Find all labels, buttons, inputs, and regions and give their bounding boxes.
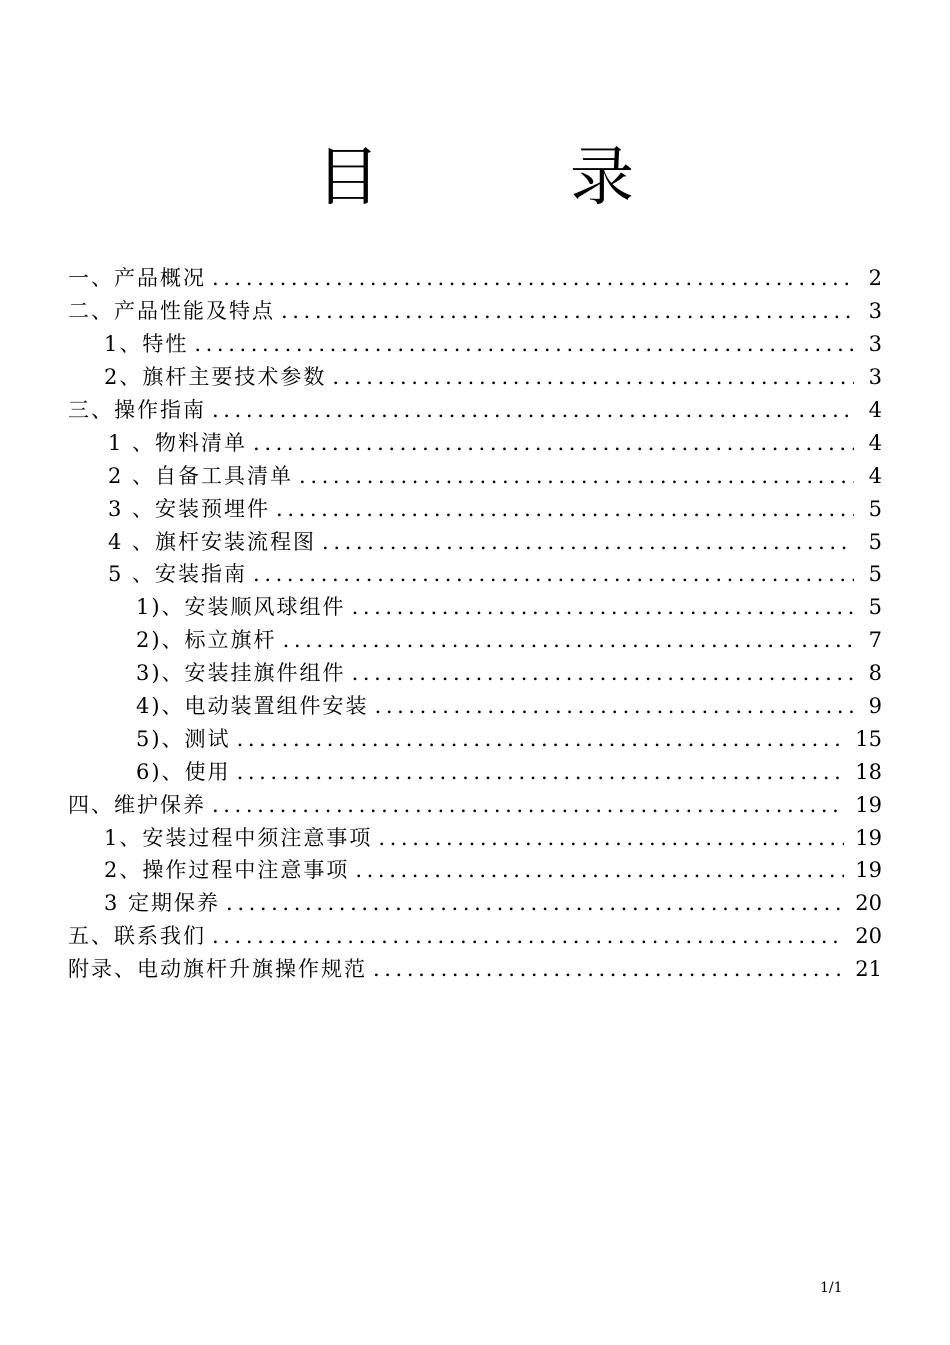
toc-entry-label: 2 、自备工具清单 <box>108 463 294 488</box>
toc-entry[interactable] <box>0 459 950 492</box>
table-of-contents <box>0 262 950 986</box>
toc-entry-label: 四、维护保养 <box>68 792 206 817</box>
toc-entry-label: 3)、安装挂旗件组件 <box>136 661 346 686</box>
toc-entry[interactable] <box>0 788 950 821</box>
toc-entry-page: 3 <box>868 365 882 390</box>
toc-entry-page: 4 <box>868 430 882 455</box>
toc-entry[interactable] <box>0 854 950 887</box>
toc-entry[interactable] <box>0 361 950 394</box>
toc-entry-page: 20 <box>855 924 882 949</box>
toc-dot-leader <box>378 822 844 854</box>
toc-dot-leader <box>332 361 854 393</box>
toc-entry[interactable] <box>0 722 950 755</box>
toc-dot-leader <box>281 295 854 327</box>
toc-entry-label: 4 、旗杆安装流程图 <box>108 529 317 554</box>
toc-entry[interactable] <box>0 624 950 657</box>
toc-dot-leader <box>226 887 844 919</box>
toc-dot-leader <box>212 920 844 952</box>
toc-entry-page: 20 <box>855 891 882 916</box>
toc-entry-page: 5 <box>868 496 882 521</box>
toc-dot-leader <box>276 493 854 525</box>
toc-entry-label: 三、操作指南 <box>68 398 206 422</box>
toc-dot-leader <box>212 262 854 294</box>
toc-entry[interactable] <box>0 328 950 361</box>
toc-entry[interactable] <box>0 295 950 328</box>
toc-entry[interactable] <box>0 887 950 920</box>
toc-entry-label: 二、产品性能及特点 <box>68 299 275 324</box>
toc-entry[interactable] <box>0 953 950 986</box>
page-number-footer: 1/1 <box>820 1280 843 1296</box>
toc-entry-page: 7 <box>868 628 882 653</box>
toc-dot-leader <box>253 427 854 459</box>
toc-entry[interactable] <box>0 394 950 427</box>
toc-entry[interactable] <box>0 821 950 854</box>
toc-entry-label: 5 、安装指南 <box>108 562 248 587</box>
toc-dot-leader <box>322 526 854 558</box>
toc-entry-page: 19 <box>855 858 882 883</box>
toc-entry[interactable] <box>0 492 950 525</box>
toc-entry-label: 3 定期保养 <box>104 891 221 916</box>
toc-entry-page: 18 <box>855 759 882 784</box>
toc-dot-leader <box>237 756 844 788</box>
toc-entry-page: 4 <box>868 398 882 422</box>
toc-entry-label: 附录、电动旗杆升旗操作规范 <box>68 957 367 982</box>
toc-entry-label: 3 、安装预埋件 <box>108 496 271 521</box>
toc-entry-page: 5 <box>868 595 882 620</box>
toc-entry-label: 2)、标立旗杆 <box>136 628 277 653</box>
toc-dot-leader <box>352 591 854 623</box>
toc-entry[interactable] <box>0 262 950 295</box>
toc-entry-page: 2 <box>868 266 882 291</box>
toc-dot-leader <box>283 624 854 656</box>
toc-dot-leader <box>373 953 844 985</box>
toc-dot-leader <box>375 690 854 722</box>
toc-entry-page: 9 <box>868 694 882 719</box>
toc-entry-page: 3 <box>868 299 882 324</box>
toc-entry-page: 5 <box>868 529 882 554</box>
toc-entry-label: 1)、安装顺风球组件 <box>136 595 346 620</box>
toc-dot-leader <box>212 789 844 821</box>
toc-entry-page: 19 <box>855 825 882 850</box>
toc-entry[interactable] <box>0 426 950 459</box>
toc-dot-leader <box>355 854 844 886</box>
toc-entry-label: 五、联系我们 <box>68 924 206 949</box>
toc-entry[interactable] <box>0 755 950 788</box>
toc-entry-page: 8 <box>868 661 882 686</box>
toc-dot-leader <box>212 394 854 426</box>
toc-entry-label: 1、安装过程中须注意事项 <box>104 825 373 850</box>
toc-entry-label: 4)、电动装置组件安装 <box>136 694 369 719</box>
toc-entry-label: 1、特性 <box>104 332 189 357</box>
toc-dot-leader <box>237 723 844 755</box>
toc-entry-label: 2、旗杆主要技术参数 <box>104 365 327 390</box>
toc-dot-leader <box>352 657 854 689</box>
toc-entry-label: 2、操作过程中注意事项 <box>104 858 350 883</box>
toc-entry-label: 1 、物料清单 <box>108 430 248 455</box>
page-title-part-2: 录 <box>570 141 634 215</box>
toc-dot-leader <box>253 558 854 590</box>
toc-dot-leader <box>299 460 854 492</box>
toc-entry-page: 19 <box>855 792 882 817</box>
toc-entry-page: 21 <box>855 957 882 982</box>
toc-entry[interactable] <box>0 591 950 624</box>
toc-entry[interactable] <box>0 558 950 591</box>
toc-entry-page: 5 <box>868 562 882 587</box>
toc-entry-page: 15 <box>855 726 882 751</box>
toc-entry[interactable] <box>0 525 950 558</box>
page-title-part-1: 目 <box>316 141 380 215</box>
toc-entry-page: 3 <box>868 332 882 357</box>
toc-entry[interactable] <box>0 920 950 953</box>
toc-entry-label: 6)、使用 <box>136 759 231 784</box>
page-title <box>0 138 950 218</box>
toc-entry-label: 5)、测试 <box>136 726 231 751</box>
toc-entry[interactable] <box>0 690 950 723</box>
toc-entry-page: 4 <box>868 463 882 488</box>
toc-entry-label: 一、产品概况 <box>68 266 206 291</box>
toc-dot-leader <box>194 328 854 360</box>
toc-entry[interactable] <box>0 657 950 690</box>
